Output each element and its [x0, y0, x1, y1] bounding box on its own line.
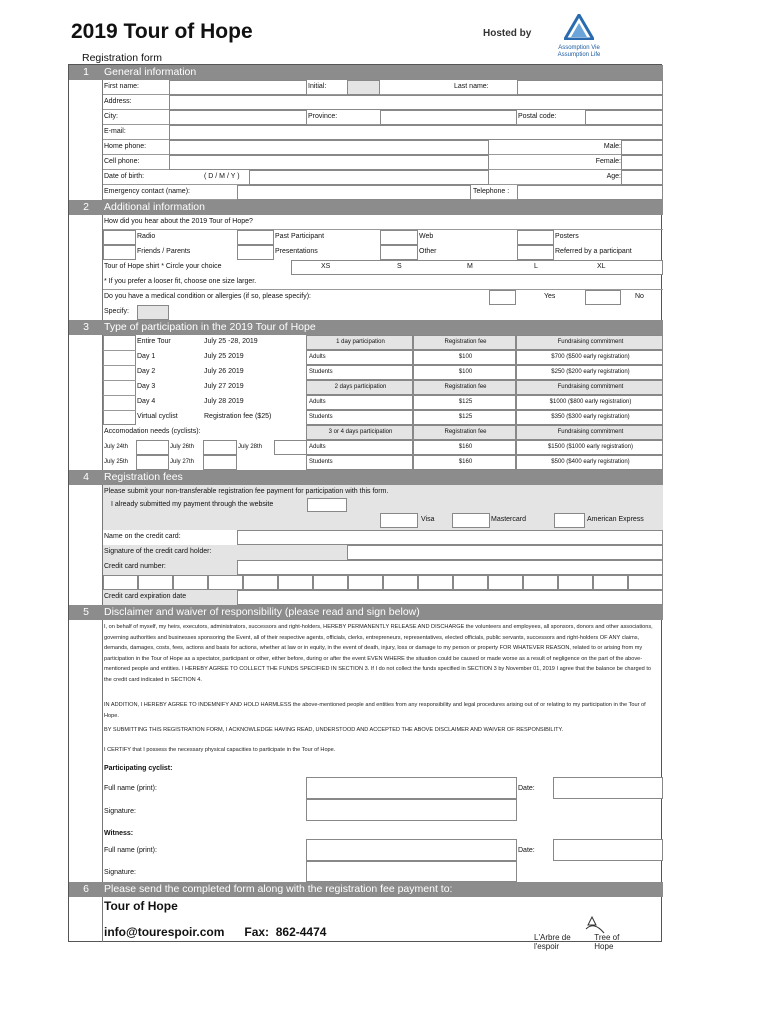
presentations-checkbox[interactable]	[237, 245, 274, 260]
day3-label: Day 3	[137, 383, 156, 390]
logo-text-fr: Assomption Vie	[558, 45, 600, 51]
past-participant-checkbox[interactable]	[237, 230, 274, 245]
postal-code-label: Postal code:	[518, 113, 557, 120]
card-name-label: Name on the credit card:	[104, 533, 181, 540]
card-digit-box[interactable]	[488, 575, 523, 590]
card-digit-box[interactable]	[243, 575, 278, 590]
shirt-size-choices	[291, 260, 663, 275]
first-name-field[interactable]	[169, 80, 307, 95]
specify-field[interactable]	[137, 305, 169, 320]
dob-field[interactable]	[249, 170, 489, 185]
card-digit-box[interactable]	[523, 575, 558, 590]
section-send-header: 6 Please send the completed form along with the registration fee payment to:	[69, 882, 663, 897]
day2-date: July 26 2019	[204, 368, 244, 375]
cyclist-name-label: Full name (print):	[104, 785, 157, 792]
fee-table-cell: $1500 ($1000 early registration)	[516, 440, 663, 455]
fee-table-cell: Students	[306, 410, 413, 425]
tree-of-hope-logo	[534, 915, 638, 951]
fee-table-header-cell: 3 or 4 days participation	[306, 425, 413, 440]
past-participant-label: Past Participant	[275, 233, 325, 240]
last-name-field[interactable]	[517, 80, 663, 95]
card-digit-box[interactable]	[348, 575, 383, 590]
page-title: 2019 Tour of Hope	[71, 20, 253, 43]
card-digit-box[interactable]	[173, 575, 208, 590]
night-july26-checkbox[interactable]	[203, 440, 237, 455]
accommodation-label: Accomodation needs (cyclists):	[104, 428, 201, 435]
fee-table-cell: $160	[413, 455, 516, 470]
city-label: City:	[104, 113, 118, 120]
entire-tour-label: Entire Tour	[137, 338, 171, 345]
section-additional-header: 2 Additional information	[69, 200, 663, 215]
day3-date: July 27 2019	[204, 383, 244, 390]
fee-table-cell: $700 ($500 early registration)	[516, 350, 663, 365]
card-expiry-label: Credit card expiration date	[104, 593, 187, 600]
fee-table-cell: Adults	[306, 440, 413, 455]
night-july27-checkbox[interactable]	[203, 455, 237, 470]
referred-label: Referred by a participant	[555, 248, 632, 255]
posters-label: Posters	[555, 233, 579, 240]
fit-note: * If you prefer a looser fit, choose one size larger.	[104, 278, 257, 285]
website-payment-label: I already submitted my payment through the website	[111, 501, 274, 508]
posters-checkbox[interactable]	[517, 230, 554, 245]
cyclist-name-field[interactable]	[306, 777, 517, 799]
province-field[interactable]	[380, 110, 517, 125]
province-label: Province:	[308, 113, 338, 120]
card-digit-box[interactable]	[313, 575, 348, 590]
night-july28-checkbox[interactable]	[274, 440, 308, 455]
fee-table-header-cell: Fundraising commitment	[516, 425, 663, 440]
section-disclaimer-header: 5 Disclaimer and waiver of responsibility (please read and sign below)	[69, 605, 663, 620]
amex-checkbox[interactable]	[554, 513, 585, 528]
night-july28: July 28th	[238, 444, 263, 450]
cyclist-date-label: Date:	[518, 785, 535, 792]
witness-date-field[interactable]	[553, 839, 663, 861]
fee-table-cell: Adults	[306, 395, 413, 410]
fee-table-cell: $100	[413, 365, 516, 380]
last-name-label: Last name:	[454, 83, 489, 90]
cell-phone-field[interactable]	[169, 155, 489, 170]
logo-text-en: Assumption Life	[557, 52, 601, 58]
male-checkbox[interactable]	[621, 140, 663, 155]
fee-table-header-cell: Registration fee	[413, 335, 516, 350]
fee-table-header-cell: Registration fee	[413, 425, 516, 440]
disclaimer-paragraph-3: BY SUBMITTING THIS REGISTRATION FORM, I ACKNOWLEDGE HAVING READ, UNDERSTOOD AND ACCEPTED THE ABOVE DISCLAIMER AND WAIVER OF RESPONSIBILITY.	[104, 727, 564, 733]
presentations-label: Presentations	[275, 248, 318, 255]
medical-label: Do you have a medical condition or allergies (if so, please specify):	[104, 293, 311, 300]
home-phone-label: Home phone:	[104, 143, 147, 150]
initial-field[interactable]	[347, 80, 380, 95]
section-participation-header: 3 Type of participation in the 2019 Tour of Hope	[69, 320, 663, 335]
first-name-label: First name:	[104, 83, 140, 90]
fee-table-cell: $125	[413, 395, 516, 410]
fee-table-cell: $100	[413, 350, 516, 365]
female-checkbox[interactable]	[621, 155, 663, 170]
age-field[interactable]	[621, 170, 663, 185]
virtual-cyclist-label: Virtual cyclist	[137, 413, 178, 420]
fee-table-cell: Students	[306, 455, 413, 470]
email-label: E-mail:	[104, 128, 126, 135]
radio-checkbox[interactable]	[103, 230, 136, 245]
card-expiry-field[interactable]	[237, 590, 663, 605]
email-field[interactable]	[169, 125, 663, 140]
disclaimer-paragraph-4: I CERTIFY that I possess the necessary physical capacities to participate in the Tour of Hope.	[104, 747, 336, 753]
postal-code-field[interactable]	[585, 110, 663, 125]
night-july24-checkbox[interactable]	[136, 440, 169, 455]
fee-table-header-cell: Registration fee	[413, 380, 516, 395]
card-digit-box[interactable]	[278, 575, 313, 590]
section-general-header: 1 General information	[69, 65, 663, 80]
fee-table-cell: Adults	[306, 350, 413, 365]
submit-payment-text: Please submit your non-transferable registration fee payment for participation with this form.	[104, 488, 389, 495]
fee-table-header-cell: 1 day participation	[306, 335, 413, 350]
card-digit-box[interactable]	[628, 575, 663, 590]
friends-checkbox[interactable]	[103, 245, 136, 260]
witness-name-field[interactable]	[306, 839, 517, 861]
card-signature-field[interactable]	[347, 545, 663, 560]
fee-table-cell: $250 ($200 early registration)	[516, 365, 663, 380]
size-m[interactable]: M	[467, 263, 473, 270]
emergency-contact-field[interactable]	[237, 185, 471, 200]
fee-table-cell: $125	[413, 410, 516, 425]
day4-label: Day 4	[137, 398, 156, 405]
age-label: Age:	[606, 173, 621, 180]
other-checkbox[interactable]	[380, 245, 418, 260]
male-label: Male:	[603, 143, 621, 150]
logo-text-fr: L'Arbre de l'espoir	[534, 933, 571, 951]
day2-label: Day 2	[137, 368, 156, 375]
dob-label: Date of birth:	[104, 173, 145, 180]
friends-label: Friends / Parents	[137, 248, 191, 255]
cyclist-date-field[interactable]	[553, 777, 663, 799]
footer-org-name: Tour of Hope	[104, 899, 178, 913]
fee-table-cell: $1000 ($800 early registration)	[516, 395, 663, 410]
female-label: Female:	[595, 158, 621, 165]
participating-cyclist-label: Participating cyclist:	[104, 765, 173, 772]
home-phone-field[interactable]	[169, 140, 489, 155]
page-subtitle: Registration form	[82, 52, 162, 64]
size-xs[interactable]: XS	[321, 263, 331, 270]
disclaimer-paragraph-2: IN ADDITION, I HEREBY AGREE TO INDEMNIFY AND HOLD HARMLESS the above-mentioned people and entities from any responsibility and legal procedures arising out of or relating to my participation in the Tour of Hope.	[104, 702, 646, 719]
virtual-cyclist-fee: Registration fee ($25)	[204, 413, 272, 420]
card-signature-label: Signature of the credit card holder:	[104, 548, 212, 555]
amex-label: American Express	[587, 516, 644, 523]
no-label: No	[635, 293, 644, 300]
web-checkbox[interactable]	[380, 230, 418, 245]
yes-label: Yes	[544, 293, 556, 300]
visa-label: Visa	[421, 516, 435, 523]
cyclist-signature-label: Signature:	[104, 808, 136, 815]
hosted-by-label: Hosted by	[483, 28, 532, 39]
card-digit-box[interactable]	[138, 575, 173, 590]
witness-label: Witness:	[104, 830, 134, 837]
specify-label: Specify:	[104, 308, 129, 315]
size-l[interactable]: L	[534, 263, 538, 270]
witness-name-label: Full name (print):	[104, 847, 157, 854]
fee-table-cell: $500 ($400 early registration)	[516, 455, 663, 470]
night-july25: July 25th	[104, 459, 129, 465]
referred-checkbox[interactable]	[517, 245, 554, 260]
entire-tour-date: July 25 -28, 2019	[204, 338, 258, 345]
night-july27: July 27th	[170, 459, 195, 465]
dob-format: ( D / M / Y )	[204, 173, 240, 180]
card-number-label: Credit card number:	[104, 563, 166, 570]
night-july25-checkbox[interactable]	[136, 455, 169, 470]
mastercard-checkbox[interactable]	[452, 513, 490, 528]
witness-signature-field[interactable]	[306, 861, 517, 882]
card-digit-box[interactable]	[208, 575, 243, 590]
emergency-telephone-field[interactable]	[517, 185, 663, 200]
fee-table-cell: Students	[306, 365, 413, 380]
card-digit-box[interactable]	[103, 575, 138, 590]
assumption-life-logo	[548, 14, 610, 59]
cell-phone-label: Cell phone:	[104, 158, 140, 165]
web-label: Web	[419, 233, 434, 240]
logo-text-en: Tree of Hope	[594, 933, 620, 951]
city-field[interactable]	[169, 110, 307, 125]
card-name-field[interactable]	[237, 530, 663, 545]
other-label: Other	[419, 248, 437, 255]
registration-form	[68, 64, 662, 942]
triangle-logo-icon	[564, 14, 594, 40]
night-july26: July 26th	[170, 444, 195, 450]
disclaimer-paragraph-1: I, on behalf of myself, my heirs, executors, administrators, successors and right-holders, HEREBY PERMANENTLY RELEASE AND DISCHARGE the volunteers and employees, all sponsors, donors and other associations, governing authorities and businesses sponsoring the Event, all of their respective agents, officials, clerks, entrepreneurs, representatives, elected officials, public servants, successors and right-holders OF ANY claims, demands, damages, costs, fees, actions and basis for actions, whether at law or in equity, in the event of death, injury, loss or damage to my person or property FOR WHATEVER REASON, related to or arising from my participation in the Tour of Hope as a spectator, participant or other, either before, during or after the event EVEN WHERE the situation could be caused or made worse as a result of negligence on the part of the above-mentioned people and entities. I HEREBY AGREE TO COLLECT THE FUNDS SPECIFIED IN SECTION 3. If I do not collect the funds specified in SECTION 3 by November 01, 2019 I agree that the balance be charged to the credit card indicated in SECTION 4.	[104, 624, 653, 683]
day1-date: July 25 2019	[204, 353, 244, 360]
card-digit-box[interactable]	[418, 575, 453, 590]
witness-date-label: Date:	[518, 847, 535, 854]
visa-checkbox[interactable]	[380, 513, 418, 528]
website-payment-checkbox[interactable]	[307, 498, 347, 512]
witness-signature-label: Signature:	[104, 869, 136, 876]
emergency-contact-label: Emergency contact (name):	[104, 188, 190, 195]
fee-table-header-cell: Fundraising commitment	[516, 380, 663, 395]
fee-table-header-cell: 2 days participation	[306, 380, 413, 395]
initial-label: Initial:	[308, 83, 327, 90]
card-digit-box[interactable]	[453, 575, 488, 590]
size-s[interactable]: S	[397, 263, 402, 270]
day1-label: Day 1	[137, 353, 156, 360]
fee-table-cell: $350 ($300 early registration)	[516, 410, 663, 425]
day4-date: July 28 2019	[204, 398, 244, 405]
night-july24: July 24th	[104, 444, 129, 450]
footer-contact: info@tourespoir.com Fax: 862-4474	[104, 925, 327, 939]
fee-table-cell: $160	[413, 440, 516, 455]
section-fees-header: 4 Registration fees	[69, 470, 663, 485]
hear-about-label: How did you hear about the 2019 Tour of Hope?	[104, 218, 253, 225]
address-field[interactable]	[169, 95, 663, 110]
card-digit-box[interactable]	[558, 575, 593, 590]
medical-yes-checkbox[interactable]	[585, 290, 621, 305]
card-digit-box[interactable]	[593, 575, 628, 590]
mastercard-label: Mastercard	[491, 516, 527, 523]
cyclist-signature-field[interactable]	[306, 799, 517, 821]
fee-table-header-cell: Fundraising commitment	[516, 335, 663, 350]
size-xl[interactable]: XL	[597, 263, 606, 270]
shirt-label: Tour of Hope shirt * Circle your choice	[104, 263, 222, 270]
telephone-label: Telephone :	[473, 188, 510, 195]
radio-label: Radio	[137, 233, 156, 240]
address-label: Address:	[104, 98, 132, 105]
card-digit-box[interactable]	[383, 575, 418, 590]
